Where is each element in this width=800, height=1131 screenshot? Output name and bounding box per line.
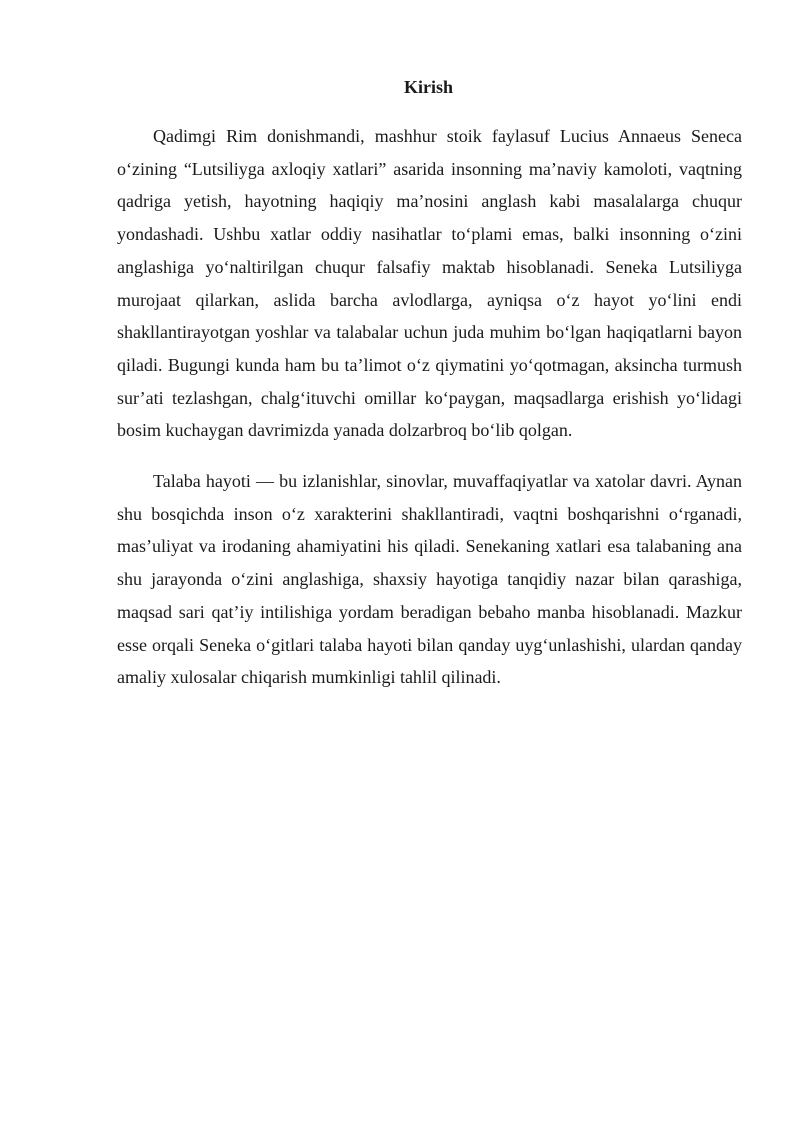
body-paragraph-2: Talaba hayoti — bu izlanishlar, sinovlar, muvaffaqiyatlar va xatolar davri. Aynan shu bosqichda inson o‘z xarakterini shakllantiradi, vaqtni boshqarishni o‘rganadi, mas’uliyat va irodaning ahamiyatini his qiladi. Senekaning xatlari esa talabaning ana shu jarayonda o‘zini anglashiga, shaxsiy hayotiga tanqidiy nazar bilan qarashiga, maqsad sari qat’iy intilishiga yordam beradigan bebaho manba hisoblanadi. Mazkur esse orqali Seneka o‘gitlari talaba hayoti bilan qanday uyg‘unlashishi, ulardan qanday amaliy xulosalar chiqarish mumkinligi tahlil qilinadi.	[117, 471, 742, 688]
body-paragraph-1: Qadimgi Rim donishmandi, mashhur stoik faylasuf Lucius Annaeus Seneca o‘zining “Lutsiliyga axloqiy xatlari” asarida insonning ma’naviy kamoloti, vaqtning qadriga yetish, hayotning haqiqiy ma’nosini anglash kabi masalalarga chuqur yondashadi. Ushbu xatlar oddiy nasihatlar to‘plami emas, balki insonning o‘zini anglashiga yo‘naltirilgan chuqur falsafiy maktab hisoblanadi. Seneka Lutsiliyga murojaat qilarkan, aslida barcha avlodlarga, ayniqsa o‘z hayot yo‘lini endi shakllantirayotgan yoshlar va talabalar uchun juda muhim bo‘lgan haqiqatlarni bayon qiladi. Bugungi kunda ham bu ta’limot o‘z qiymatini yo‘qotmagan, aksincha turmush sur’ati tezlashgan, chalg‘ituvchi omillar ko‘paygan, maqsadlarga erishish yo‘lidagi bosim kuchaygan davrimizda yanada dolzarbroq bo‘lib qolgan.	[117, 126, 742, 441]
section-heading: Kirish	[403, 77, 453, 97]
